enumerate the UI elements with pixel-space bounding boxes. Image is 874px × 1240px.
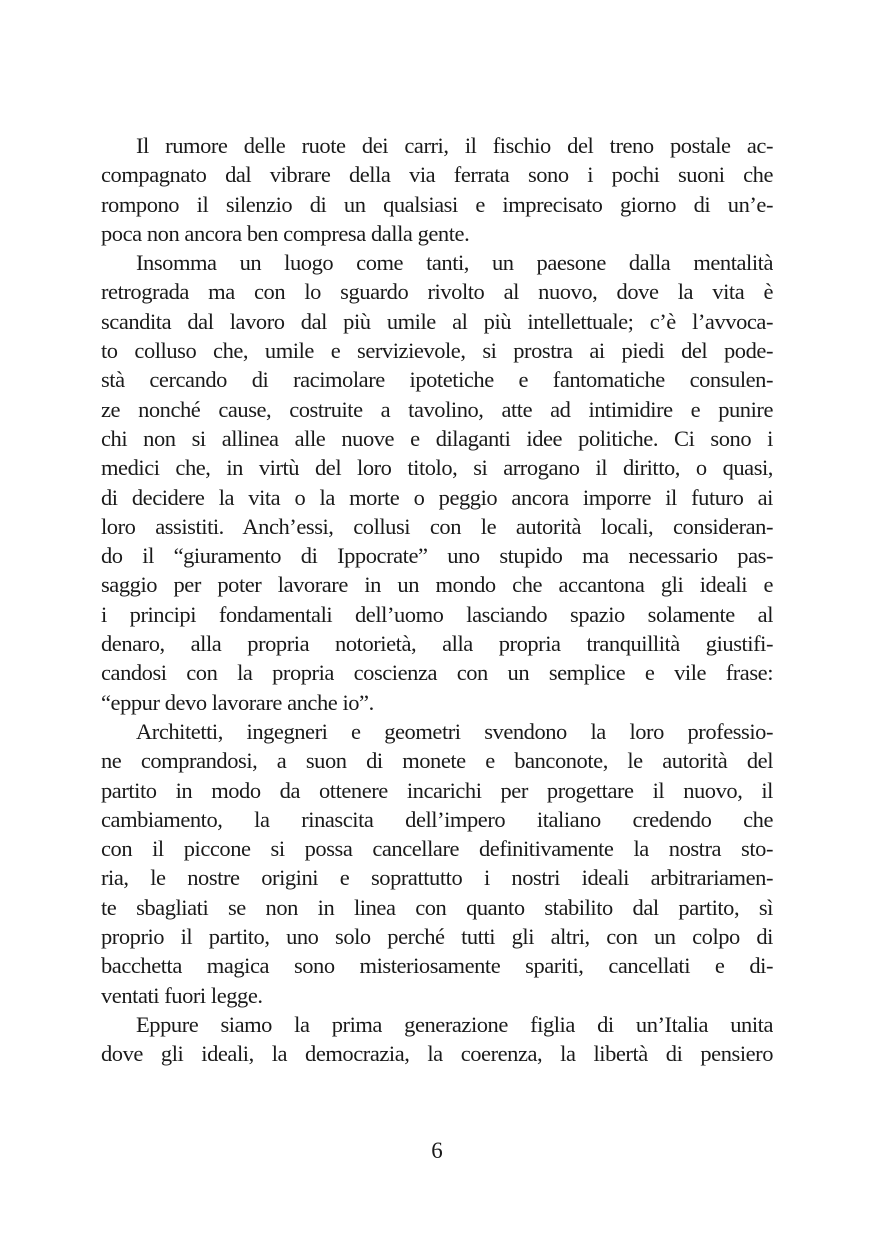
body-text — [101, 131, 773, 1069]
text-line: partito in modo da ottenere incarichi per progettare il nuovo, il — [101, 777, 773, 803]
text-line: Il rumore delle ruote dei carri, il fischio del treno postale ac- — [136, 133, 773, 158]
text-line: do il “giuramento di Ippocrate” uno stupido ma necessario pas- — [101, 543, 773, 569]
text-line: bacchetta magica sono misteriosamente spariti, cancellati e di- — [101, 953, 773, 979]
text-line: ze nonché cause, costruite a tavolino, atte ad intimidire e punire — [101, 396, 773, 422]
paragraph — [101, 1010, 773, 1069]
text-line: candosi con la propria coscienza con un semplice e vile frase: — [101, 660, 773, 686]
text-line: chi non si allinea alle nuove e dilaganti idee politiche. Ci sono i — [101, 425, 773, 451]
text-line: i principi fondamentali dell’uomo lasciando spazio solamente al — [101, 601, 773, 627]
text-line: dove gli ideali, la democrazia, la coerenza, la libertà di pensiero — [101, 1041, 773, 1067]
text-line: ne comprandosi, a suon di monete e banconote, le autorità del — [101, 748, 773, 774]
text-line: rompono il silenzio di un qualsiasi e imprecisato giorno di un’e- — [101, 191, 773, 217]
text-line: saggio per poter lavorare in un mondo che accantona gli ideali e — [101, 572, 773, 598]
text-line: poca non ancora ben compresa dalla gente. — [101, 220, 470, 246]
text-line: to colluso che, umile e servizievole, si prostra ai piedi del pode- — [101, 338, 773, 364]
text-line: di decidere la vita o la morte o peggio ancora imporre il futuro ai — [101, 484, 773, 510]
text-line: Eppure siamo la prima generazione figlia di un’Italia unita — [136, 1011, 773, 1037]
text-line: Architetti, ingegneri e geometri svendono la loro professio- — [136, 718, 773, 744]
paragraph — [101, 131, 773, 248]
text-line: cambiamento, la rinascita dell’impero italiano credendo che — [101, 806, 773, 832]
text-line: ria, le nostre origini e soprattutto i nostri ideali arbitrariamen- — [101, 865, 773, 891]
text-line: proprio il partito, uno solo perché tutti gli altri, con un colpo di — [101, 924, 773, 950]
paragraph — [101, 248, 773, 717]
text-line: te sbagliati se non in linea con quanto stabilito dal partito, sì — [101, 894, 773, 920]
text-line: ventati fuori legge. — [101, 982, 263, 1008]
text-line: compagnato dal vibrare della via ferrata sono i pochi suoni che — [101, 162, 773, 188]
text-line: “eppur devo lavorare anche io”. — [101, 689, 374, 715]
text-line: medici che, in virtù del loro titolo, si arrogano il diritto, o quasi, — [101, 455, 773, 481]
page-number: 6 — [431, 1138, 443, 1163]
text-line: stà cercando di racimolare ipotetiche e fantomatiche consulen- — [101, 367, 773, 393]
paragraph — [101, 717, 773, 1010]
text-line: con il piccone si possa cancellare definitivamente la nostra sto- — [101, 836, 773, 862]
text-line: Insomma un luogo come tanti, un paesone dalla mentalità — [136, 250, 773, 276]
text-line: loro assistiti. Anch’essi, collusi con le autorità locali, consideran- — [101, 513, 773, 539]
text-line: retrograda ma con lo sguardo rivolto al nuovo, dove la vita è — [101, 279, 773, 305]
text-line: denaro, alla propria notorietà, alla propria tranquillità giustifi- — [101, 631, 773, 657]
text-line: scandita dal lavoro dal più umile al più intellettuale; c’è l’avvoca- — [101, 308, 773, 334]
